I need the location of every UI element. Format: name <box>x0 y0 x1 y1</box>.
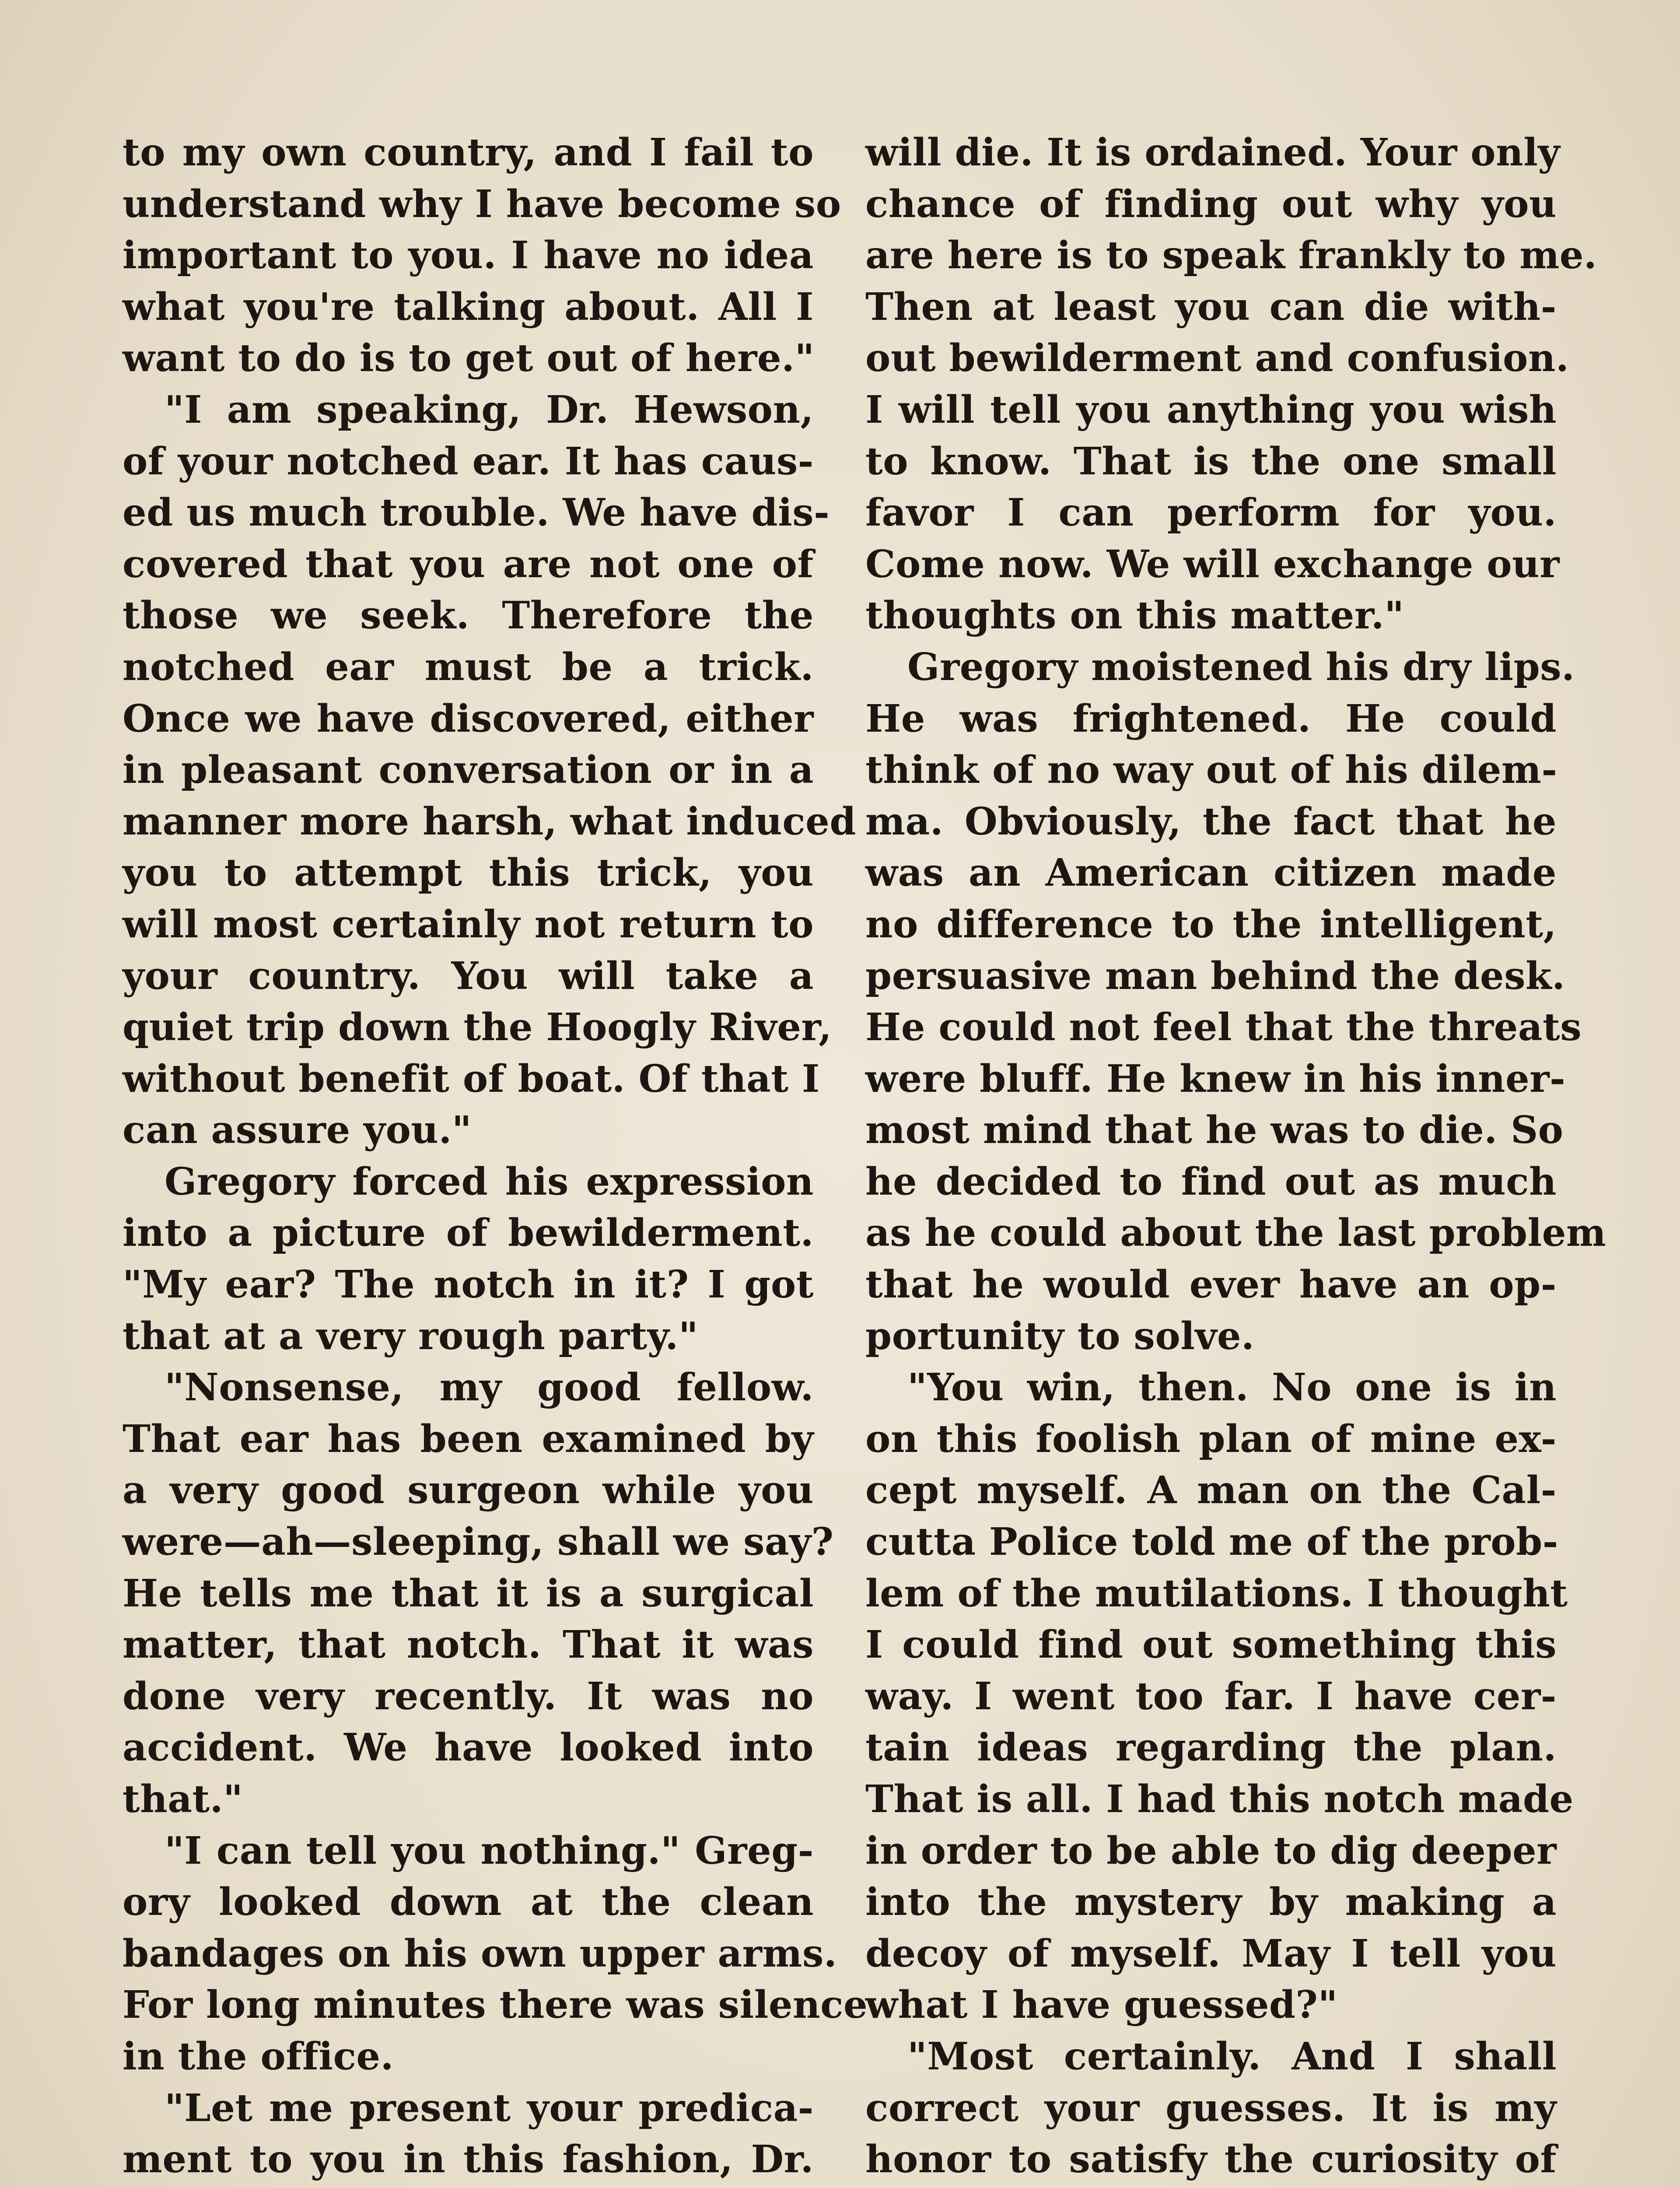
text-line: without benefit of boat. Of that I <box>122 1056 820 1101</box>
text-line: manner more harsh, what induced <box>122 799 856 844</box>
text-line: done very recently. It was no <box>122 1674 814 1718</box>
text-line: persuasive man behind the desk. <box>865 954 1565 998</box>
text-line: "Let me present your predica- <box>164 2086 814 2130</box>
text-line: no difference to the intelligent, <box>865 902 1557 947</box>
text-line: was an American citizen made <box>865 851 1557 895</box>
text-line: That ear has been examined by <box>122 1417 814 1461</box>
text-line: For long minutes there was silence <box>122 1983 868 2027</box>
text-line: what I have guessed?" <box>865 1983 1338 2027</box>
text-line: that at a very rough party." <box>122 1314 699 1358</box>
text-line: honor to satisfy the curiosity of <box>865 2137 1557 2182</box>
text-line: "I am speaking, Dr. Hewson, <box>164 387 814 432</box>
text-line: those we seek. Therefore the <box>122 593 814 638</box>
text-line: Gregory forced his expression <box>164 1159 814 1204</box>
text-line: notched ear must be a trick. <box>122 645 814 689</box>
text-line: Then at least you can die with- <box>865 284 1557 329</box>
text-line: "I can tell you nothing." Greg- <box>164 1828 814 1873</box>
text-line: want to do is to get out of here." <box>122 336 815 381</box>
text-line: "Nonsense, my good fellow. <box>164 1365 814 1410</box>
text-line: cutta Police told me of the prob- <box>865 1520 1558 1564</box>
text-line: "Most certainly. And I shall <box>907 2034 1557 2079</box>
text-line: favor I can perform for you. <box>865 491 1557 535</box>
text-line: "You win, then. No one is in <box>907 1365 1557 1410</box>
text-line: ment to you in this fashion, Dr. <box>122 2137 814 2182</box>
text-line: "My ear? The notch in it? I got <box>122 1262 814 1307</box>
text-line: covered that you are not one of <box>122 542 814 586</box>
text-line: that he would ever have an op- <box>865 1262 1557 1307</box>
left-text-column <box>122 127 868 2188</box>
text-line: ma. Obviously, the fact that he <box>865 799 1557 844</box>
text-line: tain ideas regarding the plan. <box>865 1725 1557 1770</box>
text-line: of your notched ear. It has caus- <box>122 439 814 484</box>
text-line: That is all. I had this notch made <box>865 1777 1574 1821</box>
text-line: He could not feel that the threats <box>865 1005 1582 1050</box>
text-line: are here is to speak frankly to me. <box>865 233 1597 278</box>
text-line: what you're talking about. All I <box>122 284 814 329</box>
text-line: your country. You will take a <box>122 954 814 998</box>
text-line: on this foolish plan of mine ex- <box>865 1417 1557 1461</box>
text-line: as he could about the last problem <box>865 1211 1606 1255</box>
text-line: will die. It is ordained. Your only <box>865 130 1560 175</box>
text-line: matter, that notch. That it was <box>122 1623 814 1667</box>
text-line: he decided to find out as much <box>865 1159 1557 1204</box>
text-line: way. I went too far. I have cer- <box>865 1674 1557 1718</box>
text-line: to my own country, and I fail to <box>122 130 814 175</box>
text-line: I could find out something this <box>865 1623 1557 1667</box>
text-line: were bluff. He knew in his inner- <box>865 1056 1566 1101</box>
text-line: cept myself. A man on the Cal- <box>865 1468 1557 1513</box>
text-line: think of no way out of his dilem- <box>865 748 1558 792</box>
text-line: in pleasant conversation or in a <box>122 748 814 792</box>
text-line: bandages on his own upper arms. <box>122 1931 837 1976</box>
text-line: into the mystery by making a <box>865 1880 1557 1925</box>
text-line: quiet trip down the Hoogly River, <box>122 1005 832 1050</box>
text-line: Once we have discovered, either <box>122 696 814 741</box>
text-line: out bewilderment and confusion. <box>865 336 1569 381</box>
text-line <box>865 2185 1557 2188</box>
text-line: He tells me that it is a surgical <box>122 1571 814 1616</box>
text-line: ory looked down at the clean <box>122 1880 814 1925</box>
text-line: to know. That is the one small <box>865 439 1557 484</box>
text-line: in order to be able to dig deeper <box>865 1828 1557 1873</box>
text-line: ed us much trouble. We have dis- <box>122 491 830 535</box>
text-line: thoughts on this matter." <box>865 593 1404 638</box>
text-line: He was frightened. He could <box>865 696 1557 741</box>
text-line: lem of the mutilations. I thought <box>865 1571 1568 1616</box>
text-line: Come now. We will exchange our <box>865 542 1560 586</box>
text-line: important to you. I have no idea <box>122 233 814 278</box>
text-line: were—ah—sleeping, shall we say? <box>122 1520 834 1564</box>
text-line: in the office. <box>122 2034 394 2079</box>
text-line: decoy of myself. May I tell you <box>865 1931 1557 1976</box>
text-line: most mind that he was to die. So <box>865 1108 1564 1153</box>
text-line: a very good surgeon while you <box>122 1468 814 1513</box>
right-text-column <box>865 127 1606 2188</box>
text-line: understand why I have become so <box>122 182 841 226</box>
text-line: will most certainly not return to <box>122 902 814 947</box>
text-line: can assure you." <box>122 1108 472 1153</box>
text-line: chance of finding out why you <box>865 182 1557 226</box>
text-line: portunity to solve. <box>865 1314 1255 1358</box>
text-line: you to attempt this trick, you <box>122 851 814 895</box>
text-line: I will tell you anything you wish <box>865 387 1557 432</box>
text-line: correct your guesses. It is my <box>865 2086 1557 2130</box>
text-line <box>122 2185 814 2188</box>
text-line: Gregory moistened his dry lips. <box>907 645 1575 689</box>
text-line: accident. We have looked into <box>122 1725 814 1770</box>
text-line: that." <box>122 1777 243 1821</box>
text-line: into a picture of bewilderment. <box>122 1211 814 1255</box>
